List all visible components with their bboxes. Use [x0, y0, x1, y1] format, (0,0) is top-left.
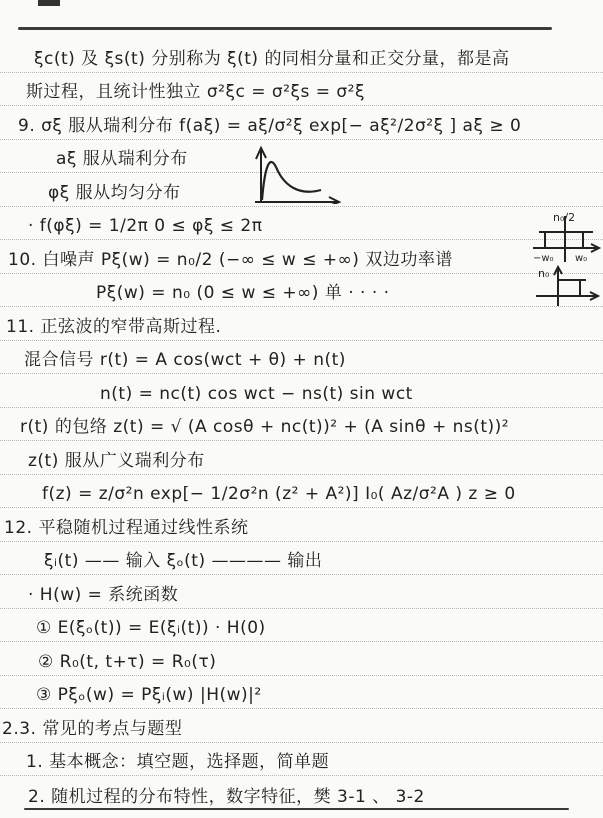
spectrum-level-label: n₀	[538, 267, 550, 280]
note-line-21	[0, 709, 603, 743]
rayleigh-pdf-sketch	[243, 142, 343, 204]
note-line-7	[0, 240, 603, 274]
note-text: n(t) = nc(t) cos wct − ns(t) sin wct	[100, 384, 413, 404]
note-text: 2.3. 常见的考点与题型	[2, 719, 183, 739]
note-text: r(t) 的包络 z(t) = √ (A cosθ + nc(t))² + (A sinθ + ns(t))²	[20, 417, 510, 437]
note-line-10	[0, 340, 603, 374]
note-line-23	[0, 776, 603, 810]
note-text: Pξ(w) = n₀ (0 ≤ w ≤ +∞) 单 · · · ·	[96, 283, 390, 303]
note-text: ① E(ξₒ(t)) = E(ξᵢ(t)) · H(0)	[36, 618, 266, 638]
note-text: f(z) = z/σ²n exp[− 1/2σ²n (z² + A²)] I₀( Az/σ²A ) z ≥ 0	[42, 484, 516, 504]
note-text: φξ 服从均匀分布	[48, 183, 181, 203]
note-line-12	[0, 407, 603, 441]
note-line-20	[0, 675, 603, 709]
note-line-22	[0, 742, 603, 776]
cropped-ink-mark	[38, 0, 60, 6]
note-line-6	[0, 206, 603, 240]
note-text: 11. 正弦波的窄带高斯过程.	[6, 317, 222, 337]
pdf-curve	[262, 162, 321, 200]
note-text: aξ 服从瑞利分布	[56, 149, 188, 169]
note-text: 12. 平稳随机过程通过线性系统	[4, 518, 249, 538]
note-text: · f(φξ) = 1/2π 0 ≤ φξ ≤ 2π	[28, 216, 263, 236]
note-text: ③ Pξₒ(w) = Pξᵢ(w) |H(w)|²	[36, 685, 262, 705]
single-sided-spectrum-sketch	[536, 264, 603, 310]
note-text: ξᵢ(t) —— 输入 ξₒ(t) ———— 输出	[44, 551, 323, 571]
note-text: 9. σξ 服从瑞利分布 f(aξ) = aξ/σ²ξ exp[− aξ²/2σ²ξ ] aξ ≥ 0	[18, 116, 522, 136]
w0-label: w₀	[575, 253, 588, 264]
note-text: z(t) 服从广义瑞利分布	[28, 451, 205, 471]
note-text: ② R₀(t, t+τ) = R₀(τ)	[38, 652, 217, 672]
note-line-18	[0, 608, 603, 642]
note-line-3	[0, 106, 603, 140]
note-line-11	[0, 374, 603, 408]
note-text: 混合信号 r(t) = A cos(wct + θ) + n(t)	[24, 350, 346, 370]
note-text: · H(w) = 系统函数	[28, 585, 179, 605]
note-text: 2. 随机过程的分布特性，数字特征，樊 3-1 、 3-2	[28, 787, 425, 807]
note-line-16	[0, 541, 603, 575]
note-line-17	[0, 575, 603, 609]
double-sided-spectrum-sketch	[531, 208, 603, 268]
note-line-13	[0, 441, 603, 475]
note-text: 1. 基本概念：填空题，选择题，简单题	[26, 752, 330, 772]
note-text: 10. 白噪声 Pξ(w) = n₀/2 (−∞ ≤ w ≤ +∞) 双边功率谱	[8, 250, 453, 270]
note-line-1	[0, 39, 603, 73]
note-line-19	[0, 642, 603, 676]
spectrum-level-label: n₀/2	[553, 211, 576, 224]
heavy-top-rule	[18, 27, 552, 30]
note-text: ξc(t) 及 ξs(t) 分别称为 ξ(t) 的同相分量和正交分量，都是高	[34, 49, 510, 69]
minus-w0-label: −w₀	[533, 253, 554, 264]
hand-drawn-underline	[24, 808, 569, 810]
note-line-9	[0, 307, 603, 341]
note-text: 斯过程，且统计性独立 σ²ξc = σ²ξs = σ²ξ	[26, 82, 365, 102]
note-line-2	[0, 72, 603, 106]
note-line-8	[0, 273, 603, 307]
note-line-14	[0, 474, 603, 508]
note-line-15	[0, 508, 603, 542]
